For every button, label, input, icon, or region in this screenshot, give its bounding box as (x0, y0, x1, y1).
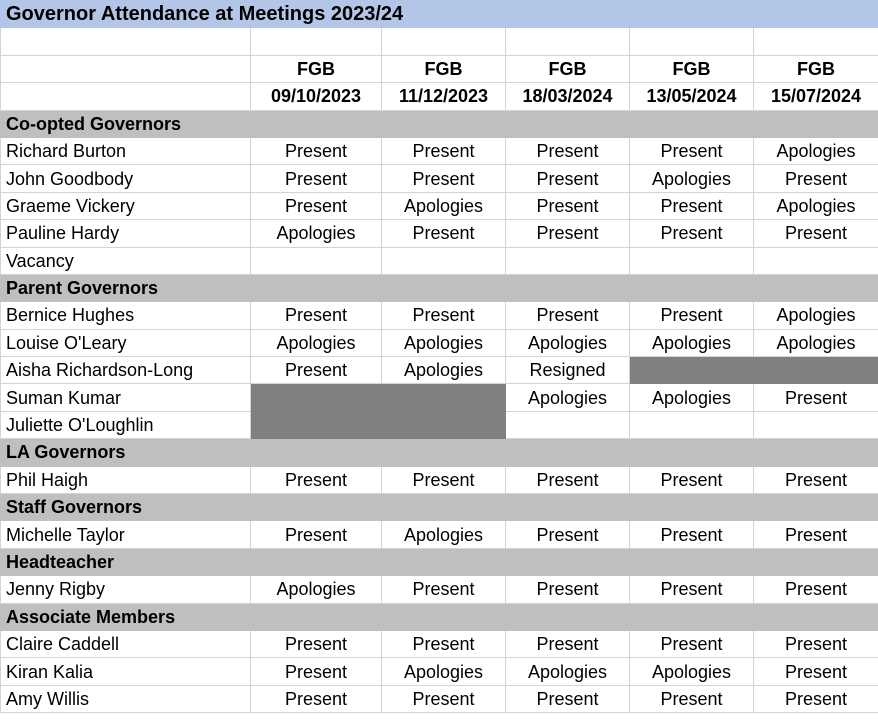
attendance-cell[interactable]: Present (251, 466, 382, 493)
attendance-cell[interactable]: Apologies (382, 192, 506, 219)
attendance-cell[interactable]: Apologies (251, 576, 382, 603)
empty-cell[interactable] (1, 28, 251, 55)
section-row (1, 439, 878, 466)
section-heading: Co-opted Governors (1, 110, 878, 137)
attendance-cell[interactable]: Resigned (506, 357, 630, 384)
attendance-cell[interactable] (630, 411, 754, 438)
attendance-cell[interactable]: Apologies (630, 384, 754, 411)
attendance-cell[interactable]: Present (251, 302, 382, 329)
member-row (1, 576, 878, 603)
not-applicable-cell[interactable] (382, 411, 506, 438)
attendance-cell[interactable]: Present (382, 137, 506, 164)
attendance-cell[interactable]: Apologies (382, 329, 506, 356)
meeting-type-header: FGB (506, 55, 630, 82)
empty-cell[interactable] (251, 28, 382, 55)
attendance-cell[interactable]: Present (754, 521, 878, 548)
empty-cell[interactable] (1, 83, 251, 110)
meeting-type-header: FGB (251, 55, 382, 82)
attendance-cell[interactable]: Apologies (251, 220, 382, 247)
attendance-cell[interactable]: Present (630, 521, 754, 548)
attendance-cell[interactable]: Present (506, 630, 630, 657)
not-applicable-cell[interactable] (251, 384, 382, 411)
member-row (1, 192, 878, 219)
attendance-cell[interactable]: Apologies (754, 302, 878, 329)
member-row (1, 466, 878, 493)
empty-cell[interactable] (630, 28, 754, 55)
attendance-cell[interactable]: Present (630, 685, 754, 712)
attendance-cell[interactable]: Present (754, 630, 878, 657)
attendance-cell[interactable] (382, 247, 506, 274)
blank-row (1, 28, 878, 55)
member-row (1, 220, 878, 247)
attendance-cell[interactable]: Present (754, 384, 878, 411)
not-applicable-cell[interactable] (630, 357, 754, 384)
attendance-cell[interactable]: Present (251, 658, 382, 685)
attendance-cell[interactable]: Present (630, 576, 754, 603)
attendance-cell[interactable]: Present (251, 165, 382, 192)
empty-cell[interactable] (754, 28, 878, 55)
member-row (1, 384, 878, 411)
attendance-cell[interactable]: Apologies (506, 329, 630, 356)
attendance-cell[interactable]: Present (251, 137, 382, 164)
meeting-date-header: 18/03/2024 (506, 83, 630, 110)
attendance-cell[interactable]: Present (630, 137, 754, 164)
attendance-cell[interactable]: Apologies (630, 329, 754, 356)
meeting-date-header: 11/12/2023 (382, 83, 506, 110)
attendance-cell[interactable]: Present (506, 521, 630, 548)
attendance-cell[interactable]: Present (754, 576, 878, 603)
member-name-cell[interactable]: Richard Burton (1, 137, 251, 164)
attendance-cell[interactable] (754, 247, 878, 274)
member-name-cell[interactable]: Bernice Hughes (1, 302, 251, 329)
section-heading: Staff Governors (1, 494, 878, 521)
member-row (1, 302, 878, 329)
attendance-cell[interactable]: Present (251, 630, 382, 657)
attendance-cell[interactable]: Present (754, 165, 878, 192)
attendance-cell[interactable]: Present (506, 302, 630, 329)
member-row (1, 137, 878, 164)
attendance-cell[interactable]: Present (506, 685, 630, 712)
attendance-cell[interactable]: Present (630, 466, 754, 493)
attendance-cell[interactable]: Present (251, 357, 382, 384)
member-name-cell[interactable]: Amy Willis (1, 685, 251, 712)
attendance-cell[interactable]: Present (506, 466, 630, 493)
not-applicable-cell[interactable] (251, 411, 382, 438)
attendance-cell[interactable]: Present (382, 685, 506, 712)
not-applicable-cell[interactable] (754, 357, 878, 384)
attendance-cell[interactable]: Present (382, 302, 506, 329)
section-heading: Parent Governors (1, 274, 878, 301)
attendance-cell[interactable]: Present (754, 658, 878, 685)
member-name-cell[interactable]: Jenny Rigby (1, 576, 251, 603)
meeting-date-header: 09/10/2023 (251, 83, 382, 110)
attendance-cell[interactable]: Apologies (251, 329, 382, 356)
attendance-cell[interactable]: Apologies (630, 658, 754, 685)
attendance-cell[interactable]: Present (506, 220, 630, 247)
empty-cell[interactable] (506, 28, 630, 55)
meeting-date-header: 15/07/2024 (754, 83, 878, 110)
attendance-cell[interactable]: Apologies (382, 658, 506, 685)
attendance-cell[interactable] (630, 247, 754, 274)
member-name-cell[interactable]: Pauline Hardy (1, 220, 251, 247)
attendance-cell[interactable]: Present (754, 685, 878, 712)
empty-cell[interactable] (1, 55, 251, 82)
meeting-type-header: FGB (630, 55, 754, 82)
meeting-date-header: 13/05/2024 (630, 83, 754, 110)
member-name-cell[interactable]: Suman Kumar (1, 384, 251, 411)
attendance-cell[interactable] (506, 247, 630, 274)
attendance-cell[interactable] (754, 411, 878, 438)
section-row (1, 603, 878, 630)
section-heading: Associate Members (1, 603, 878, 630)
member-row (1, 357, 878, 384)
member-row (1, 521, 878, 548)
attendance-cell[interactable]: Present (630, 220, 754, 247)
attendance-cell[interactable]: Apologies (382, 521, 506, 548)
attendance-cell[interactable]: Present (630, 302, 754, 329)
attendance-cell[interactable]: Present (382, 466, 506, 493)
section-heading: LA Governors (1, 439, 878, 466)
attendance-cell[interactable]: Apologies (754, 329, 878, 356)
member-name-cell[interactable]: Aisha Richardson-Long (1, 357, 251, 384)
attendance-cell[interactable]: Present (630, 192, 754, 219)
attendance-cell[interactable]: Apologies (506, 384, 630, 411)
section-row (1, 494, 878, 521)
member-name-cell[interactable]: Phil Haigh (1, 466, 251, 493)
attendance-cell[interactable]: Apologies (754, 137, 878, 164)
attendance-cell[interactable]: Apologies (754, 192, 878, 219)
member-name-cell[interactable]: Graeme Vickery (1, 192, 251, 219)
attendance-cell[interactable]: Present (382, 165, 506, 192)
meeting-type-header: FGB (754, 55, 878, 82)
section-row (1, 548, 878, 575)
attendance-cell[interactable]: Apologies (382, 357, 506, 384)
member-row (1, 411, 878, 438)
member-name-cell[interactable]: Juliette O'Loughlin (1, 411, 251, 438)
member-row (1, 247, 878, 274)
member-name-cell[interactable]: John Goodbody (1, 165, 251, 192)
member-name-cell[interactable]: Vacancy (1, 247, 251, 274)
not-applicable-cell[interactable] (382, 384, 506, 411)
member-name-cell[interactable]: Michelle Taylor (1, 521, 251, 548)
title-row (1, 1, 878, 28)
attendance-cell[interactable]: Present (506, 576, 630, 603)
member-name-cell[interactable]: Louise O'Leary (1, 329, 251, 356)
attendance-cell[interactable]: Present (506, 192, 630, 219)
member-row (1, 630, 878, 657)
attendance-cell[interactable]: Present (754, 220, 878, 247)
attendance-cell[interactable]: Present (251, 521, 382, 548)
meeting-type-row (1, 55, 878, 82)
member-row (1, 685, 878, 712)
member-name-cell[interactable]: Claire Caddell (1, 630, 251, 657)
meeting-date-row (1, 83, 878, 110)
attendance-cell[interactable]: Apologies (506, 658, 630, 685)
attendance-cell[interactable] (506, 411, 630, 438)
member-row (1, 658, 878, 685)
member-row (1, 165, 878, 192)
sheet-title: Governor Attendance at Meetings 2023/24 (1, 1, 878, 28)
meeting-type-header: FGB (382, 55, 506, 82)
section-row (1, 110, 878, 137)
attendance-cell[interactable]: Present (382, 576, 506, 603)
attendance-cell[interactable]: Present (382, 220, 506, 247)
section-row (1, 274, 878, 301)
attendance-cell[interactable]: Present (754, 466, 878, 493)
attendance-cell[interactable]: Present (382, 630, 506, 657)
empty-cell[interactable] (382, 28, 506, 55)
attendance-cell[interactable]: Apologies (630, 165, 754, 192)
attendance-cell[interactable]: Present (251, 192, 382, 219)
attendance-cell[interactable] (251, 247, 382, 274)
member-name-cell[interactable]: Kiran Kalia (1, 658, 251, 685)
attendance-cell[interactable]: Present (251, 685, 382, 712)
attendance-cell[interactable]: Present (630, 630, 754, 657)
attendance-cell[interactable]: Present (506, 165, 630, 192)
section-heading: Headteacher (1, 548, 878, 575)
attendance-cell[interactable]: Present (506, 137, 630, 164)
member-row (1, 329, 878, 356)
